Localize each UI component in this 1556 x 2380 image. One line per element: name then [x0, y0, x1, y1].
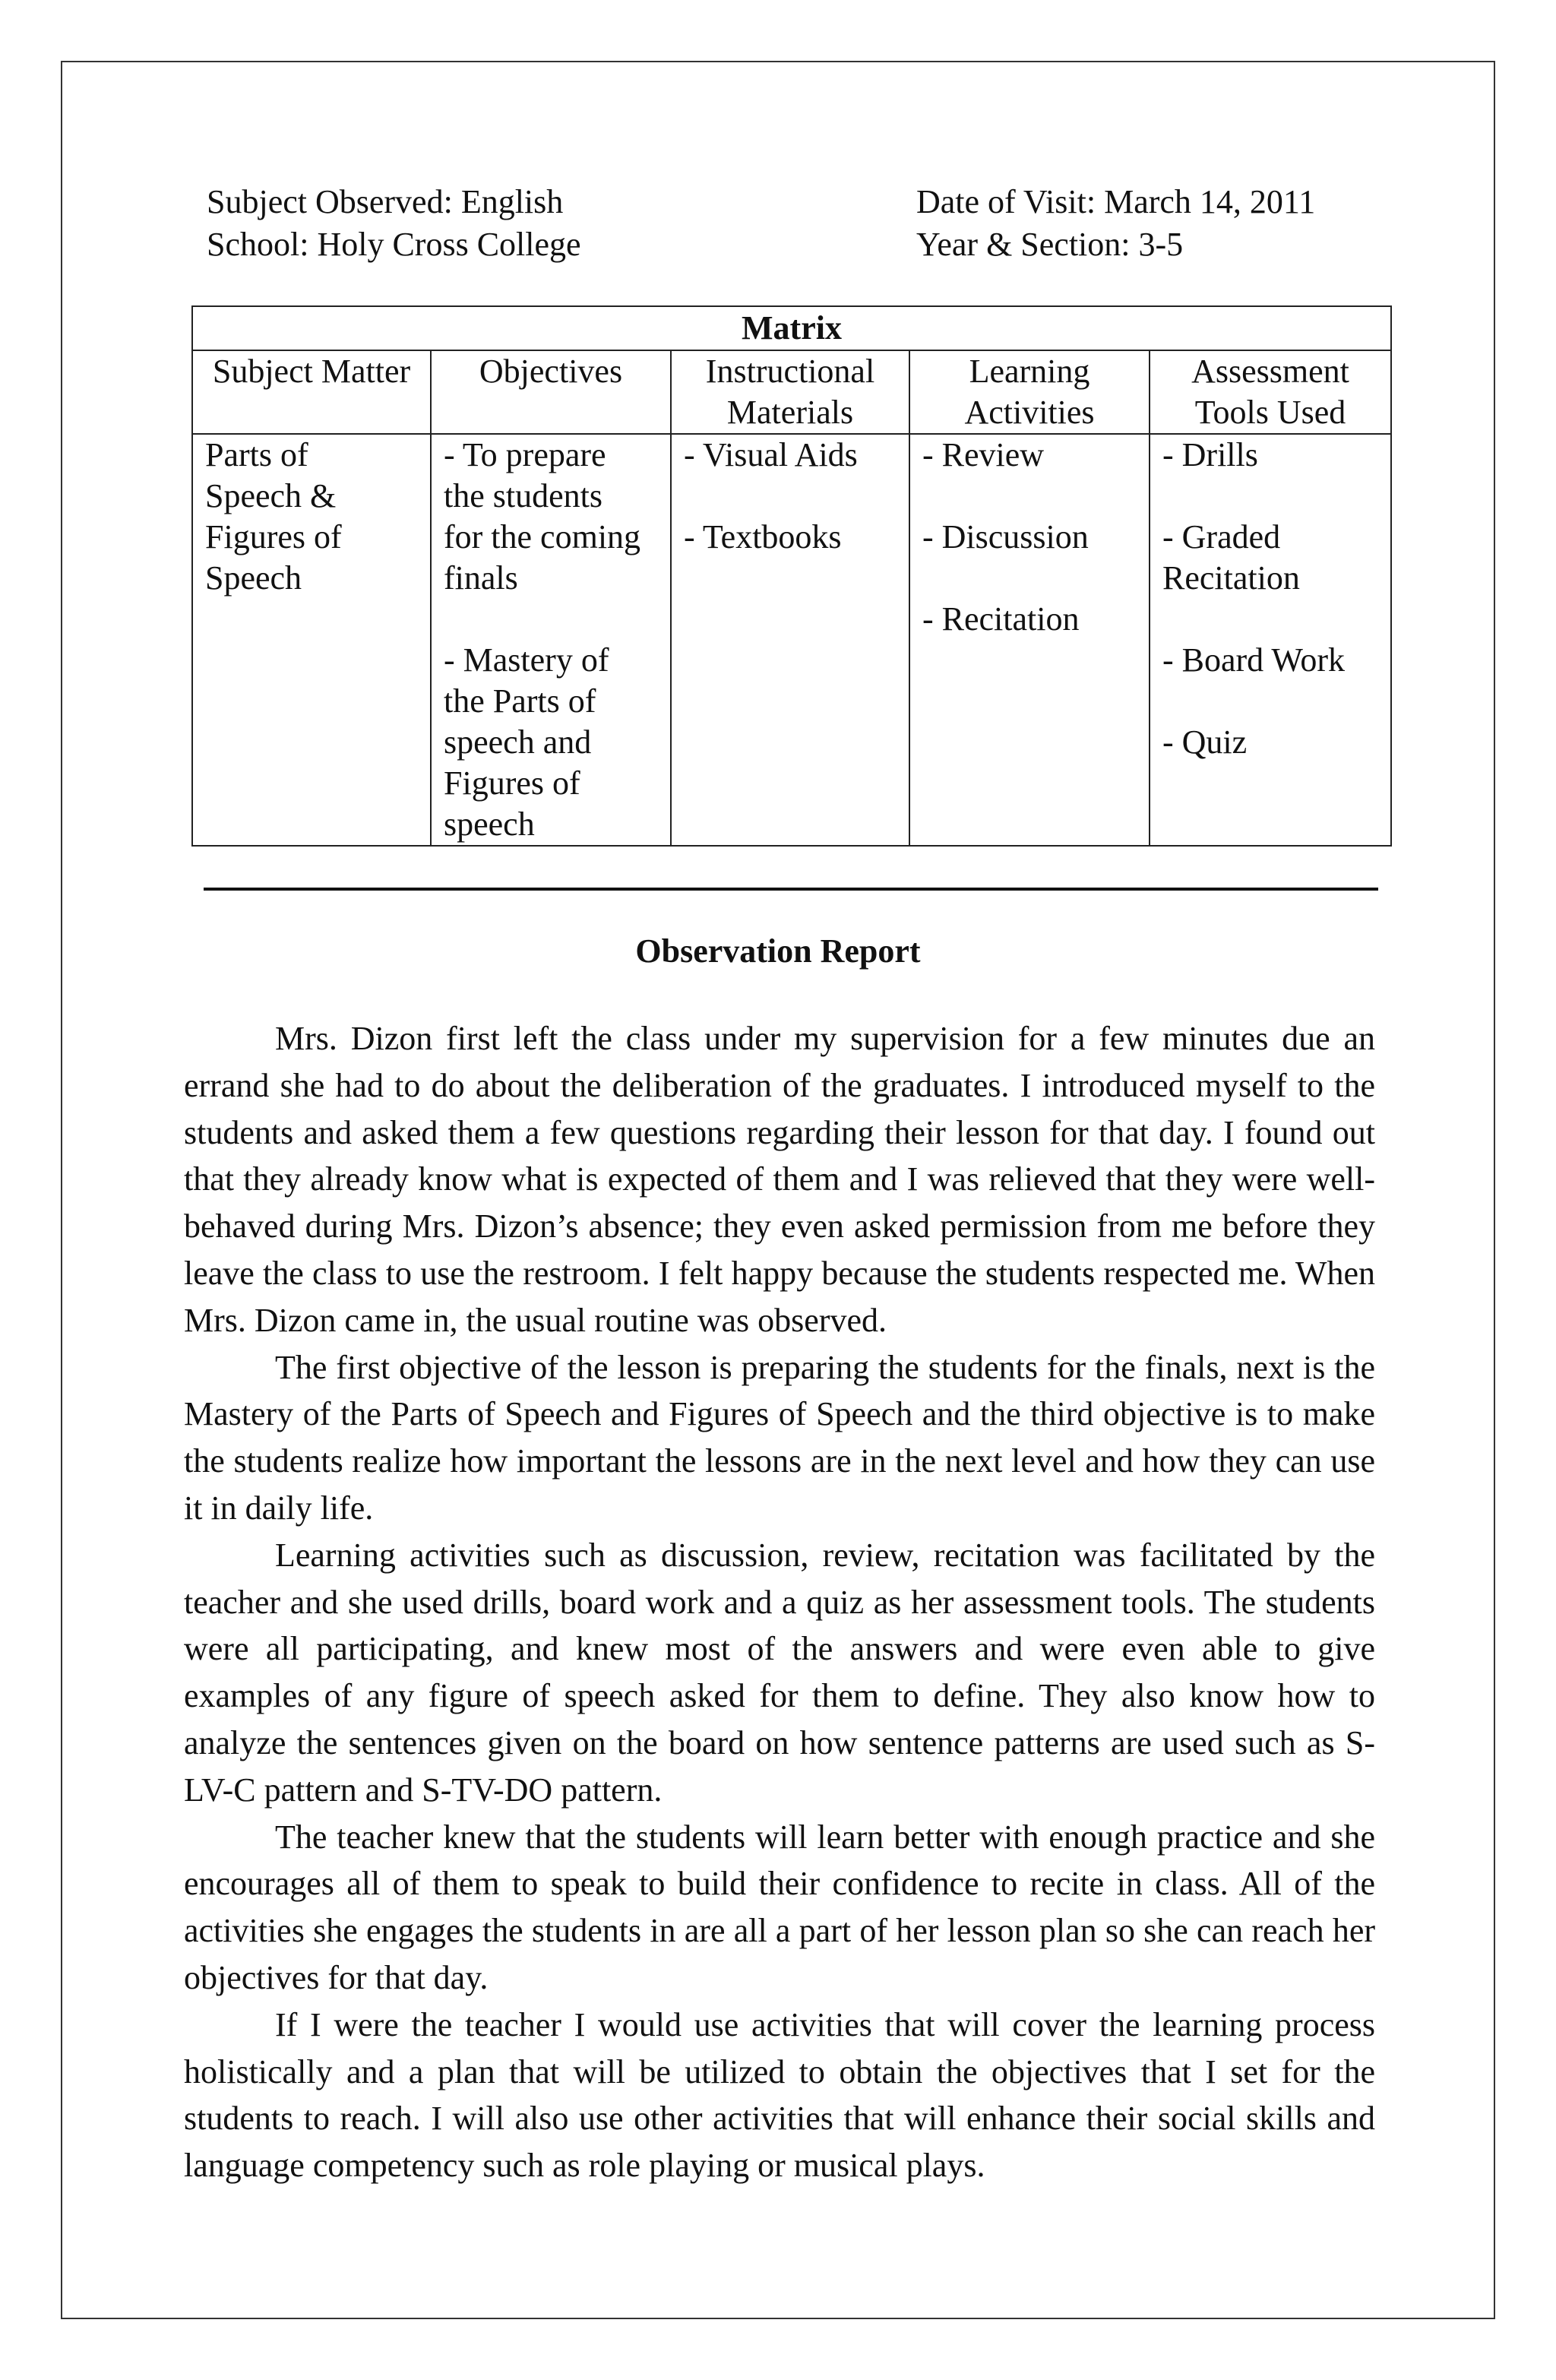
matrix-table [191, 305, 1392, 847]
cell-gap [922, 476, 1137, 517]
column-header-line: Materials [726, 394, 854, 431]
column-header-line: Instructional [705, 353, 875, 390]
year-section: Year & Section: 3-5 [916, 226, 1184, 263]
matrix-title-row [192, 306, 1391, 350]
report-paragraph: Learning activities such as discussion, review, recitation was facilitated by the teacher and she used drills, board work and a quiz as her assessment tools. The students were all participating, and knew most of the answers and were even able to give examples of any figure of speech asked for them to define. They also know how to analyze the sentences given on the board on how sentence patterns are used such as S-LV-C pattern and S-TV-DO pattern. [184, 1536, 1375, 1809]
cell-line: - Mastery of [444, 641, 609, 679]
cell-gap [922, 558, 1137, 599]
cell-line: Recitation [1162, 559, 1300, 597]
date-of-visit: Date of Visit: March 14, 2011 [916, 183, 1316, 220]
matrix-content-row [192, 434, 1391, 846]
report-body [184, 1015, 1375, 2189]
matrix-header-row [192, 350, 1391, 434]
cell-line: - Drills [1162, 436, 1258, 473]
cell-line: speech [444, 805, 535, 843]
column-header-line: Learning [969, 353, 1090, 390]
cell-gap [1162, 681, 1378, 722]
cell-gap [1162, 599, 1378, 640]
column-header-assessment-tools [1150, 350, 1391, 434]
column-header-subject-matter [192, 350, 431, 434]
cell-gap [684, 476, 897, 517]
cell-line: - Board Work [1162, 641, 1346, 679]
cell-line: - Visual Aids [684, 436, 858, 473]
cell-objectives [431, 434, 671, 846]
cell-line: - Quiz [1162, 723, 1248, 761]
cell-assessment-tools [1150, 434, 1391, 846]
cell-line: Speech [205, 559, 302, 597]
cell-line: speech and [444, 723, 592, 761]
school-name: School: Holy Cross College [207, 226, 581, 263]
header-row-2 [207, 223, 1392, 266]
report-paragraph: If I were the teacher I would use activities that will cover the learning process holistically and a plan that will be utilized to obtain the objectives that I set for the students to reach. I will also use other activities that will enhance their social skills and language competency such as role playing or musical plays. [184, 2005, 1375, 2185]
cell-gap [1162, 476, 1378, 517]
column-header-line: Activities [964, 394, 1095, 431]
column-header-line: Objectives [479, 353, 623, 390]
report-paragraph: Mrs. Dizon first left the class under my supervision for a few minutes due an errand she had to do about the deliberation of the graduates. I introduced myself to the students and asked them a few questions regarding their lesson for that day. I found out that they already know what is expected of them and I was relieved that they were well-behaved during Mrs. Dizon’s absence; they even asked permission from me before they leave the class to use the restroom. I felt happy because the students respected me. When Mrs. Dizon came in, the usual routine was observed. [184, 1020, 1375, 1339]
cell-line: Speech & [205, 477, 337, 514]
cell-line: the Parts of [444, 682, 596, 720]
cell-instructional-materials [671, 434, 909, 846]
cell-line: - Graded [1162, 518, 1281, 555]
report-title: Observation Report [635, 932, 921, 970]
cell-line: finals [444, 559, 518, 597]
cell-line: - To prepare [444, 436, 606, 473]
cell-line: the students [444, 477, 602, 514]
column-header-instructional-materials [671, 350, 909, 434]
cell-line: - Discussion [922, 518, 1089, 555]
column-header-line: Assessment [1191, 353, 1349, 390]
report-paragraph: The first objective of the lesson is preparing the students for the finals, next is the Mastery of the Parts of Speech and Figures of Speech and the third objective is to make the students realize how important the lessons are in the next level and how they can use it in daily life. [184, 1348, 1375, 1527]
cell-line: Parts of [205, 436, 308, 473]
report-paragraph: The teacher knew that the students will learn better with enough practice and she encourages all of them to speak to build their confidence to recite in class. All of the activities she engages the students in are all a part of her lesson plan so she can reach her objectives for that day. [184, 1818, 1375, 1996]
cell-subject-matter [192, 434, 431, 846]
column-header-objectives [431, 350, 671, 434]
cell-line: - Recitation [922, 600, 1080, 638]
cell-line: - Textbooks [684, 518, 842, 555]
visit-header [207, 181, 1392, 266]
cell-gap [444, 599, 658, 640]
cell-line: - Review [922, 436, 1045, 473]
cell-line: for the coming [444, 518, 641, 555]
section-divider [204, 888, 1378, 891]
column-header-line: Tools Used [1194, 394, 1346, 431]
subject-observed: Subject Observed: English [207, 183, 564, 220]
cell-learning-activities [909, 434, 1150, 846]
column-header-line: Subject Matter [212, 353, 411, 390]
column-header-learning-activities [909, 350, 1150, 434]
cell-line: Figures of [444, 764, 580, 802]
cell-line: Figures of [205, 518, 342, 555]
matrix-title: Matrix [192, 306, 1391, 350]
header-row-1 [207, 181, 1392, 223]
